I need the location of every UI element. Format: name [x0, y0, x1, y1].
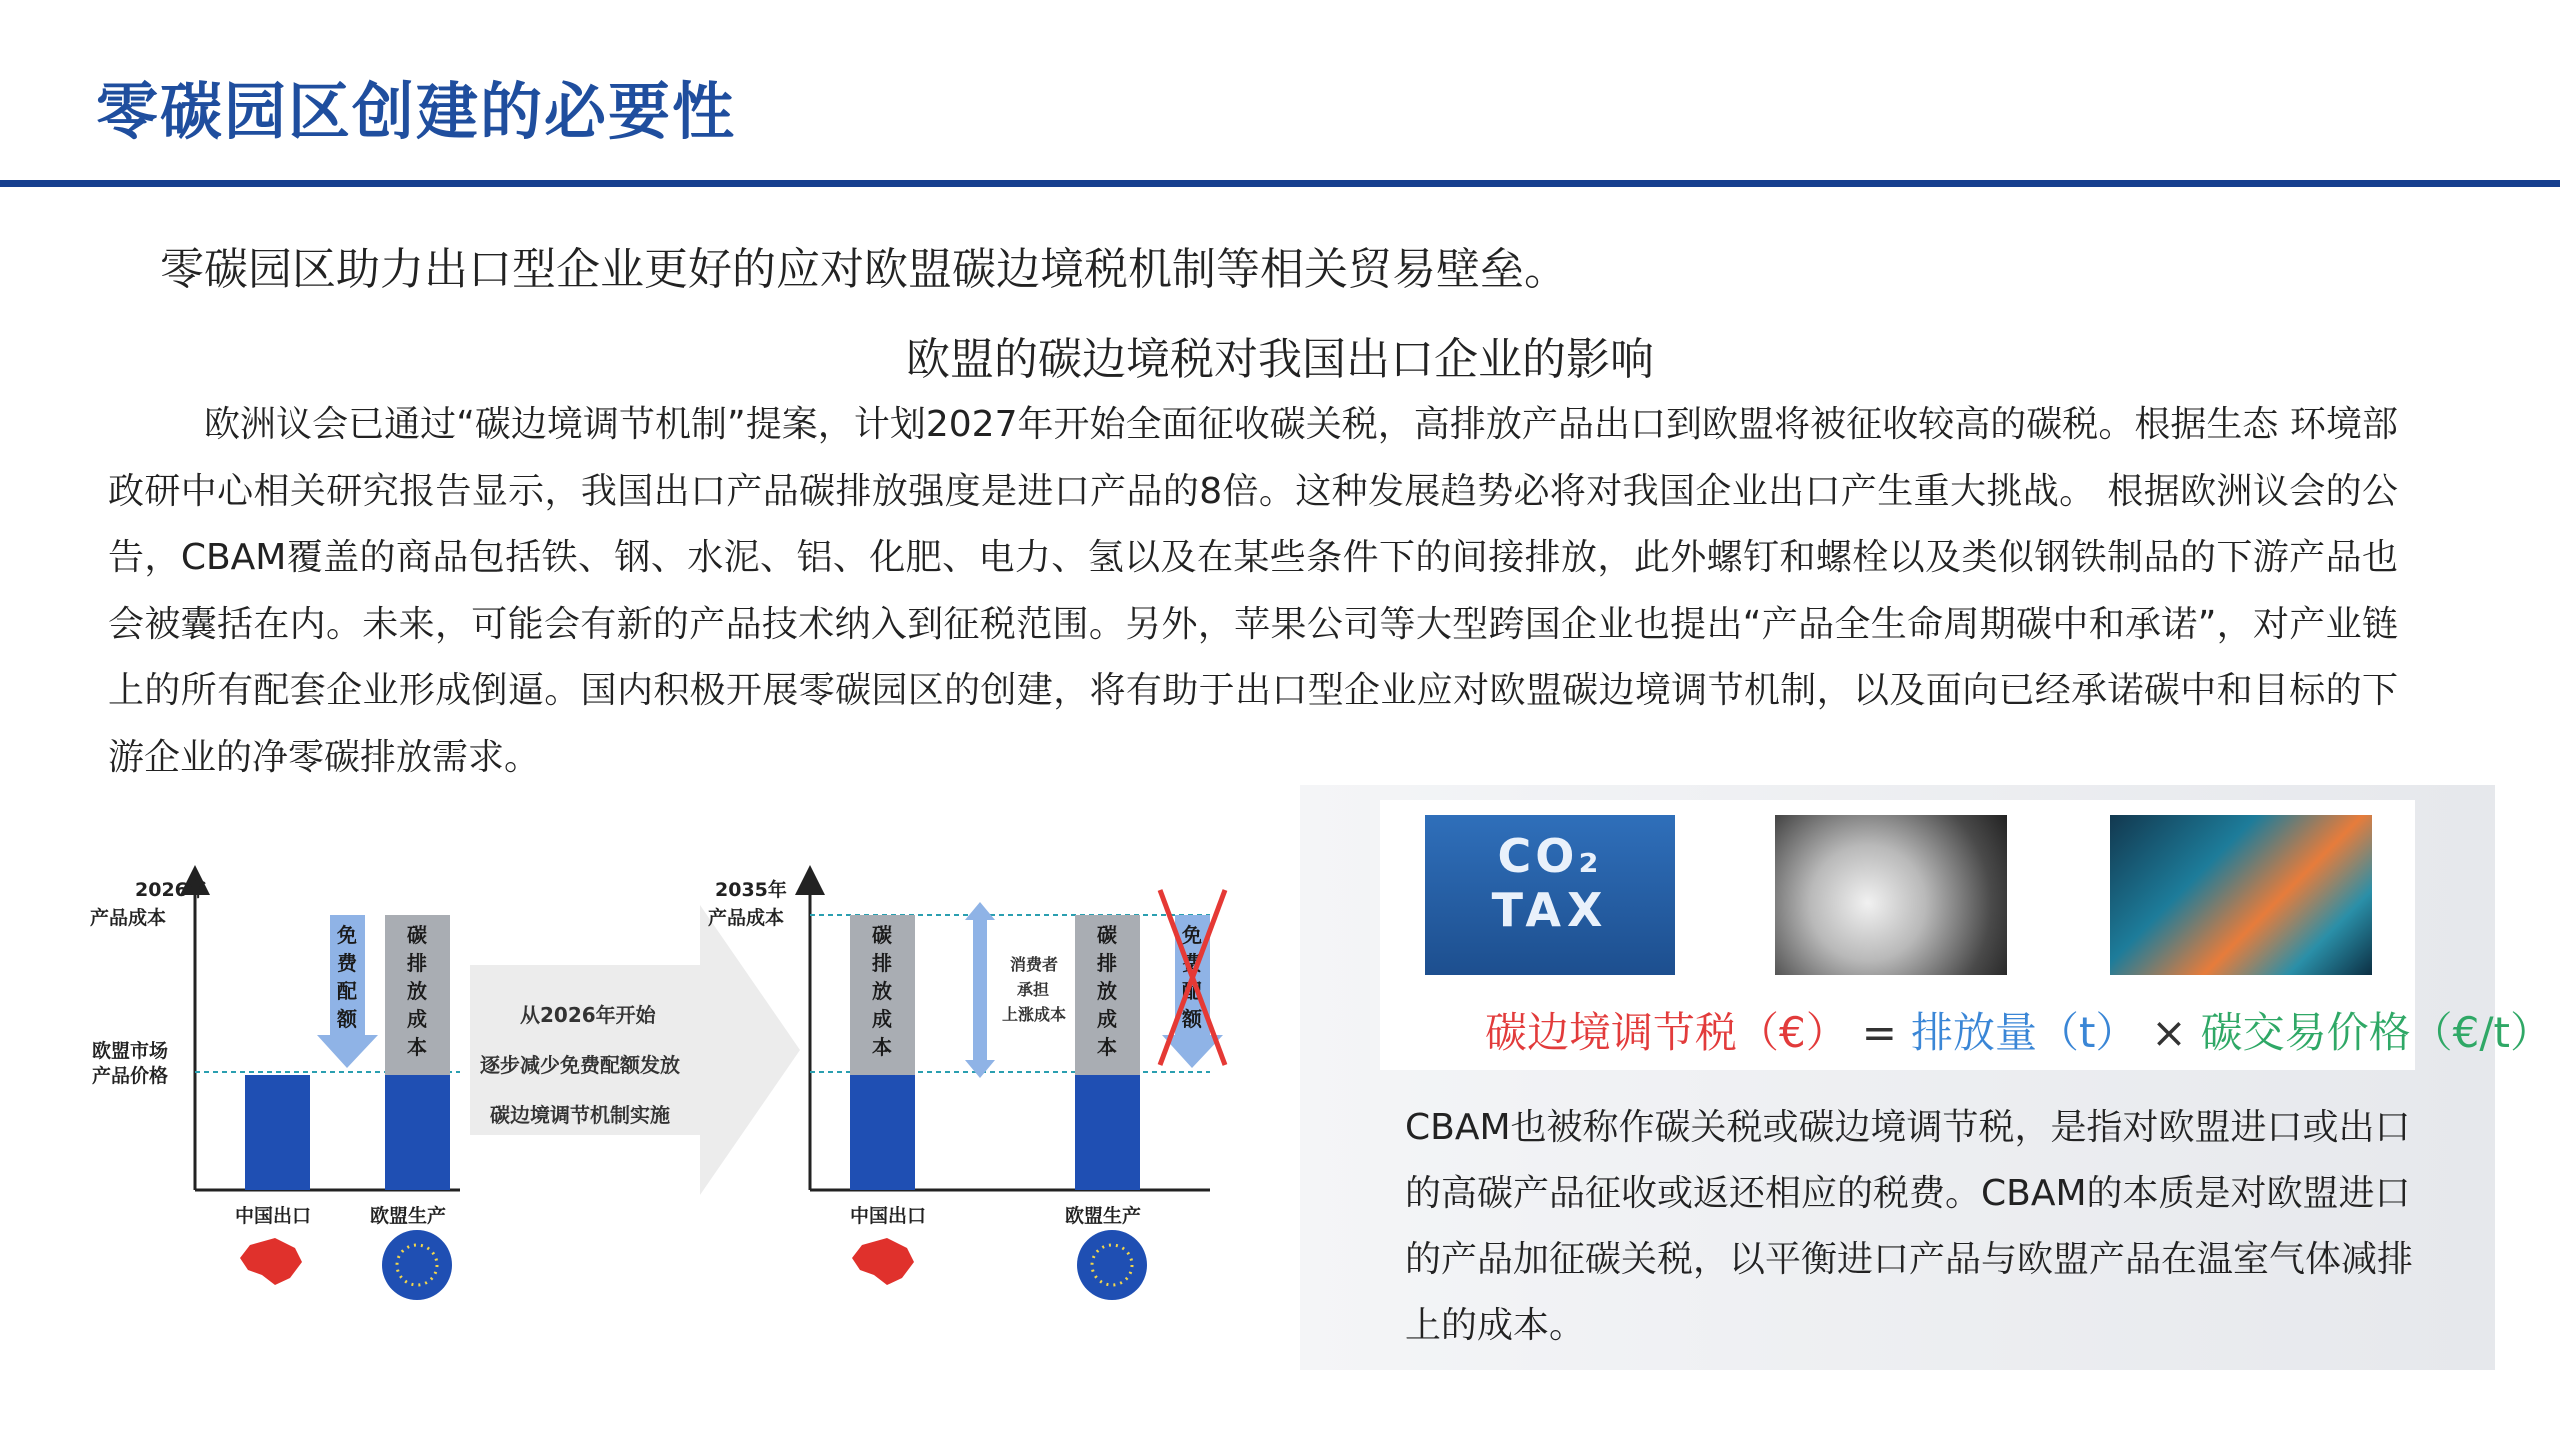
left-y-title-2: 产品成本: [90, 907, 167, 929]
svg-text:排: 排: [872, 951, 892, 975]
cbam-formula: [1485, 1000, 2552, 1060]
left-bar-eu: [385, 1075, 450, 1190]
svg-text:费: 费: [1182, 951, 1202, 975]
left-price-label-1: 欧盟市场: [92, 1040, 169, 1062]
svg-text:排: 排: [1097, 951, 1117, 975]
right-china-map-icon: [852, 1238, 914, 1285]
svg-text:放: 放: [407, 979, 427, 1003]
arrow-text-1: 从2026年开始: [520, 1003, 656, 1027]
cbam-panel: [1300, 785, 2552, 1370]
page-title: 零碳园区创建的必要性: [96, 75, 737, 148]
co2-tax-image: [1425, 815, 1675, 975]
title-divider: [0, 180, 2560, 187]
left-bar-china: [245, 1075, 310, 1190]
section-heading: 欧盟的碳边境税对我国出口企业的影响: [906, 334, 1654, 385]
transition-arrow: [470, 905, 800, 1195]
arrow-text-2: 逐步减少免费配额发放: [480, 1053, 680, 1077]
left-eu-flag-icon: [382, 1230, 452, 1300]
arrow-text-3: 碳边境调节机制实施: [490, 1103, 670, 1127]
left-bar1-label: 中国出口: [235, 1205, 312, 1227]
svg-text:本: 本: [1097, 1035, 1117, 1059]
svg-text:承担: 承担: [1017, 980, 1050, 999]
formula-emissions: 排放量（t）: [1910, 1008, 2138, 1057]
svg-text:本: 本: [407, 1035, 427, 1059]
formula-equals: =: [1861, 1008, 1897, 1057]
svg-text:本: 本: [872, 1035, 892, 1059]
left-price-label-2: 产品价格: [92, 1065, 169, 1087]
cbam-diagram-svg: [80, 860, 1260, 1320]
right-consumer-arrow: [965, 902, 995, 1078]
cbam-impact-diagram: [80, 860, 1260, 1320]
right-bar-eu: [1075, 1075, 1140, 1190]
svg-text:碳: 碳: [407, 923, 427, 947]
formula-tax: 碳边境调节税（€）: [1485, 1008, 1848, 1057]
body-text: 欧洲议会已通过“碳边境调节机制”提案，计划2027年开始全面征收碳关税，高排放产品出口到欧盟将被征收较高的碳税。根据生态 环境部政研中心相关研究报告显示，我国出口产品碳排放强度是进口产品的8倍。这种发展趋势必将对我国企业出口产生重大挑战。 根据欧洲议会的公告，CBAM覆盖的商品包括铁、钢、水泥、铝、化肥、电力、氢以及在某些条件下的间接排放，此外螺钉和螺栓以及类似钢铁制品的下游产品也会被囊括在内。未来，可能会有新的产品技术纳入到征税范围。另外，苹果公司等大型跨国企业也提出“产品全生命周期碳中和承诺”，对产业链上的所有配套企业形成倒逼。国内积极开展零碳园区的创建，将有助于出口型企业应对欧盟碳边境调节机制，以及面向已经承诺碳中和目标的下游企业的净零碳排放需求。: [108, 404, 2398, 778]
subtitle: 零碳园区助力出口型企业更好的应对欧盟碳边境税机制等相关贸易壁垒。: [160, 244, 1568, 295]
right-bar-china: [850, 1075, 915, 1190]
left-china-map-icon: [240, 1238, 302, 1285]
svg-text:免: 免: [1182, 923, 1202, 947]
svg-text:费: 费: [337, 951, 357, 975]
right-y-title-2: 产品成本: [708, 907, 785, 929]
svg-text:成: 成: [1097, 1007, 1117, 1031]
right-bar2-label: 欧盟生产: [1065, 1205, 1142, 1227]
svg-text:放: 放: [1097, 979, 1117, 1003]
svg-text:碳: 碳: [872, 923, 892, 947]
left-bar2-label: 欧盟生产: [370, 1205, 447, 1227]
formula-box: [1380, 800, 2552, 1070]
right-bar1-label: 中国出口: [850, 1205, 927, 1227]
formula-price: 碳交易价格（€/t）: [2200, 1008, 2552, 1057]
svg-text:排: 排: [407, 951, 427, 975]
svg-text:额: 额: [1182, 1007, 1202, 1031]
body-paragraph: [108, 392, 2398, 791]
co2-text: CO₂: [1497, 829, 1603, 883]
right-eu-emission-text: [1097, 923, 1117, 1059]
svg-text:成: 成: [872, 1007, 892, 1031]
cbam-description: CBAM也被称作碳关税或碳边境调节税，是指对欧盟进口或出口的高碳产品征收或返还相应的税费。CBAM的本质是对欧盟进口的产品加征碳关税，以平衡进口产品与欧盟产品在温室气体减排上的成本。: [1405, 1107, 2414, 1346]
svg-text:放: 放: [872, 979, 892, 1003]
industry-image: [2110, 815, 2372, 975]
right-eu-flag-icon: [1077, 1230, 1147, 1300]
svg-text:配: 配: [1182, 979, 1202, 1003]
tax-text: TAX: [1491, 883, 1609, 937]
right-y-title-1: 2035年: [715, 879, 787, 901]
svg-text:额: 额: [337, 1007, 357, 1031]
svg-text:免: 免: [337, 923, 357, 947]
svg-text:上涨成本: 上涨成本: [1002, 1005, 1067, 1024]
svg-text:消费者: 消费者: [1010, 955, 1059, 974]
svg-text:碳: 碳: [1097, 923, 1117, 947]
right-consumer-text: [1002, 955, 1066, 1024]
svg-text:成: 成: [407, 1007, 427, 1031]
svg-text:配: 配: [337, 979, 357, 1003]
right-china-emission-text: [872, 923, 892, 1059]
left-emission-cost-text: [407, 923, 427, 1059]
emission-smoke-image: [1775, 815, 2007, 975]
left-y-title-1: 2026年: [135, 879, 207, 901]
formula-times: ×: [2151, 1008, 2187, 1057]
